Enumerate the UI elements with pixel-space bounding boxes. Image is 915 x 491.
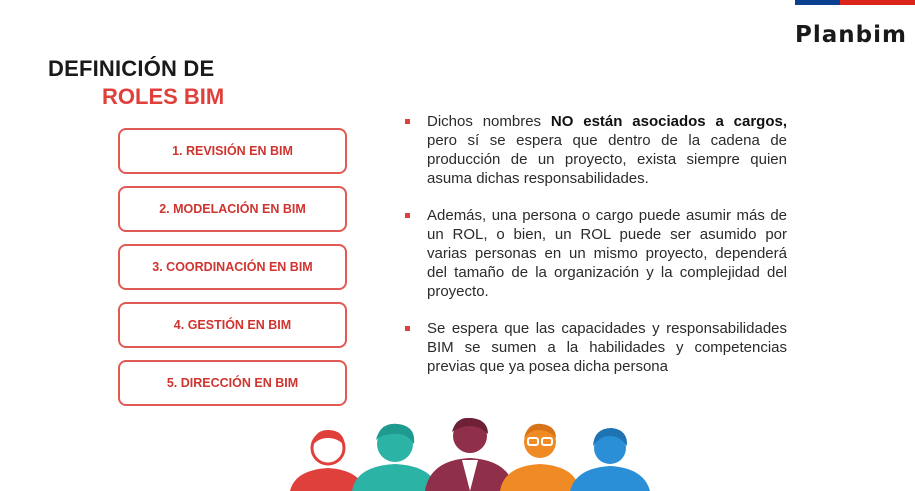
planbim-logo: Planbim xyxy=(795,22,907,48)
role-box-coordinacion: 3. COORDINACIÓN EN BIM xyxy=(118,244,347,290)
page-title-line1: DEFINICIÓN DE xyxy=(48,56,215,81)
person-red-icon xyxy=(290,430,365,491)
flag-red-segment xyxy=(840,0,915,5)
bullet-item: Además, una persona o cargo puede asumir más de un ROL, o bien, un ROL puede ser asumido por varias personas en un mismo proyecto, dependerá del tamaño de la organización y la complejidad del proyecto. xyxy=(405,206,787,301)
people-group-icon xyxy=(290,418,650,491)
flag-color-bar xyxy=(795,0,915,5)
role-box-gestion: 4. GESTIÓN EN BIM xyxy=(118,302,347,348)
person-teal-icon xyxy=(352,424,438,491)
role-box-revision: 1. REVISIÓN EN BIM xyxy=(118,128,347,174)
role-box-modelacion: 2. MODELACIÓN EN BIM xyxy=(118,186,347,232)
person-maroon-icon xyxy=(425,418,515,491)
page-title-line2: ROLES BIM xyxy=(102,84,225,109)
person-orange-icon xyxy=(500,424,580,491)
roles-list xyxy=(118,128,347,418)
bullet-item: Dichos nombres NO están asociados a cargos, pero sí se espera que dentro de la cadena de producción de un proyecto, exista siempre quien asuma dichas responsabilidades. xyxy=(405,112,787,188)
flag-blue-segment xyxy=(795,0,840,5)
role-box-direccion: 5. DIRECCIÓN EN BIM xyxy=(118,360,347,406)
bullet-list xyxy=(405,112,787,394)
person-blue-icon xyxy=(570,428,650,491)
bullet-item: Se espera que las capacidades y responsabilidades BIM se sumen a la habilidades y competencias previas que ya posea dicha persona xyxy=(405,319,787,376)
